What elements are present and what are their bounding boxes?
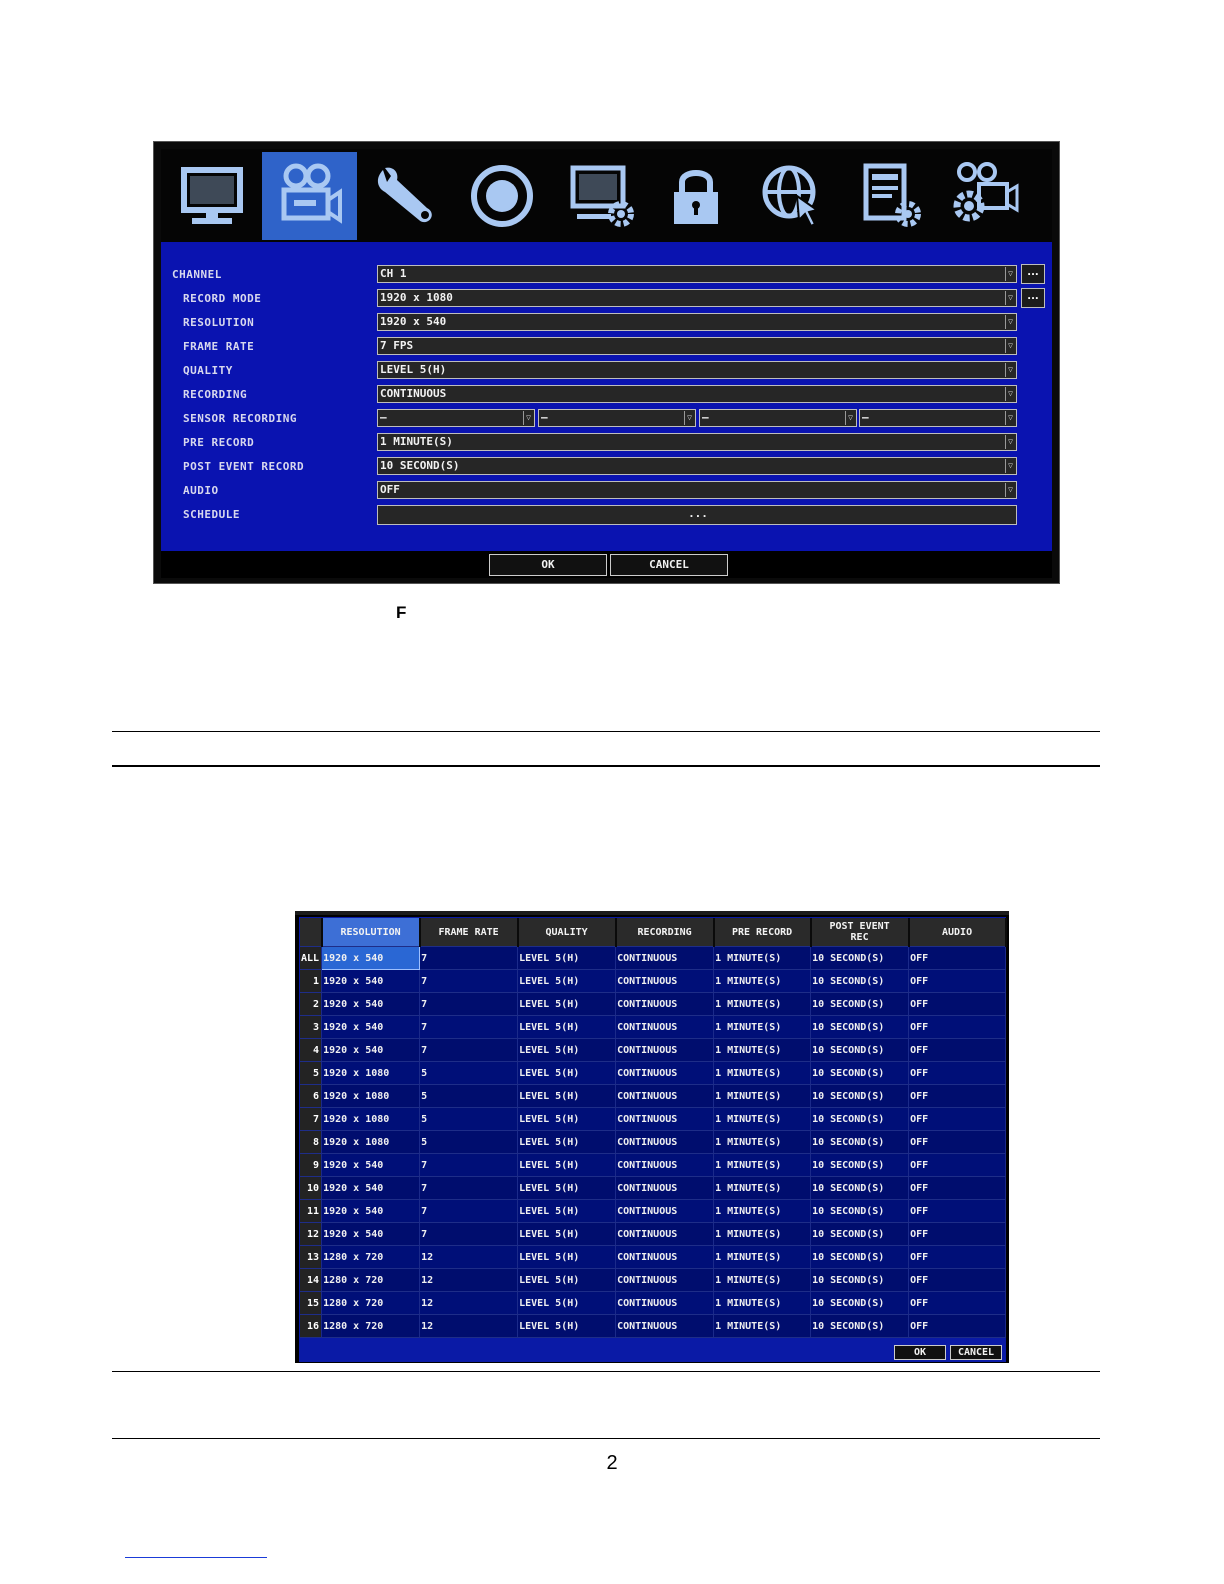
cell-frame-rate[interactable]: 12 <box>420 1292 518 1315</box>
chevron-down-icon: ▽ <box>1005 411 1015 425</box>
cell-recording[interactable]: CONTINUOUS <box>616 1016 714 1039</box>
cell-quality[interactable]: LEVEL 5(H) <box>518 1039 616 1062</box>
cell-post-event-rec[interactable]: 10 SECOND(S) <box>811 970 909 993</box>
cell-pre-record[interactable]: 1 MINUTE(S) <box>714 1154 811 1177</box>
channel-number-cell[interactable]: 2 <box>300 993 322 1016</box>
recording-select[interactable]: CONTINUOUS ▽ <box>377 385 1017 403</box>
settings-panel <box>161 242 1052 551</box>
table-row[interactable] <box>300 1131 1006 1154</box>
channel-number-cell[interactable]: 1 <box>300 970 322 993</box>
cell-post-event-rec[interactable]: 10 SECOND(S) <box>811 993 909 1016</box>
chevron-down-icon: ▽ <box>1005 315 1015 329</box>
table-row[interactable] <box>300 1016 1006 1039</box>
table-row[interactable] <box>300 1108 1006 1131</box>
table-row[interactable] <box>300 1200 1006 1223</box>
resolution-row <box>161 313 1052 333</box>
cell-frame-rate[interactable]: 7 <box>420 1154 518 1177</box>
column-header-recording[interactable]: RECORDING <box>616 918 714 947</box>
post-event-record-row <box>161 457 1052 477</box>
channel-number-cell[interactable]: 9 <box>300 1154 322 1177</box>
cell-pre-record[interactable]: 1 MINUTE(S) <box>714 1016 811 1039</box>
cell-resolution[interactable]: 1920 x 1080 <box>322 1085 420 1108</box>
cell-resolution[interactable]: 1920 x 540 <box>322 993 420 1016</box>
cell-pre-record[interactable]: 1 MINUTE(S) <box>714 1200 811 1223</box>
cell-post-event-rec[interactable]: 10 SECOND(S) <box>811 1039 909 1062</box>
dialog-top-border <box>295 911 1009 915</box>
cell-post-event-rec[interactable]: 10 SECOND(S) <box>811 1131 909 1154</box>
table-row[interactable] <box>300 1177 1006 1200</box>
channel-number-cell[interactable]: 13 <box>300 1246 322 1269</box>
audio-label: AUDIO <box>183 484 219 497</box>
cell-quality[interactable]: LEVEL 5(H) <box>518 1085 616 1108</box>
cell-pre-record[interactable]: 1 MINUTE(S) <box>714 1223 811 1246</box>
cell-pre-record[interactable]: 1 MINUTE(S) <box>714 1085 811 1108</box>
cell-audio[interactable]: OFF <box>909 1200 1006 1223</box>
channel-more-button[interactable]: ... <box>1021 264 1045 284</box>
table-header-row <box>300 918 1006 947</box>
channel-select[interactable]: CH 1 ▽ <box>377 265 1017 283</box>
cell-frame-rate[interactable]: 12 <box>420 1269 518 1292</box>
ok-button[interactable]: OK <box>489 554 607 576</box>
channel-number-cell[interactable]: 16 <box>300 1315 322 1338</box>
lock-icon[interactable] <box>648 152 743 240</box>
cell-post-event-rec[interactable]: 10 SECOND(S) <box>811 1062 909 1085</box>
resolution-select[interactable]: 1920 x 540 ▽ <box>377 313 1017 331</box>
cell-quality[interactable]: LEVEL 5(H) <box>518 1223 616 1246</box>
pre-record-label: PRE RECORD <box>183 436 255 449</box>
record-mode-select[interactable]: 1920 x 1080 ▽ <box>377 289 1017 307</box>
cell-audio[interactable]: OFF <box>909 1246 1006 1269</box>
cell-resolution[interactable]: 1280 x 720 <box>322 1315 420 1338</box>
cell-pre-record[interactable]: 1 MINUTE(S) <box>714 947 811 970</box>
cell-resolution[interactable]: 1920 x 540 <box>322 947 420 970</box>
table-body <box>300 947 1006 1338</box>
schedule-button[interactable]: ... <box>377 505 1017 525</box>
cell-audio[interactable]: OFF <box>909 1062 1006 1085</box>
figure-caption: F <box>396 603 407 622</box>
cell-recording[interactable]: CONTINUOUS <box>616 1223 714 1246</box>
sensor-recording-select-1[interactable]: – ▽ <box>377 409 535 427</box>
chevron-down-icon: ▽ <box>684 411 694 425</box>
cancel-button[interactable]: CANCEL <box>610 554 728 576</box>
frame-rate-label: FRAME RATE <box>183 340 255 353</box>
channel-number-cell[interactable]: 8 <box>300 1131 322 1154</box>
column-header-frame-rate[interactable]: FRAME RATE <box>420 918 518 947</box>
section-divider-bottom <box>112 1371 1100 1372</box>
post-event-record-label: POST EVENT RECORD <box>183 460 305 473</box>
cell-frame-rate[interactable]: 7 <box>420 970 518 993</box>
cell-pre-record[interactable]: 1 MINUTE(S) <box>714 1108 811 1131</box>
table-row[interactable] <box>300 1223 1006 1246</box>
chevron-down-icon: ▽ <box>1005 387 1015 401</box>
column-header-audio[interactable]: AUDIO <box>909 918 1006 947</box>
quality-label: QUALITY <box>183 364 233 377</box>
cell-frame-rate[interactable]: 7 <box>420 1200 518 1223</box>
cell-frame-rate[interactable]: 5 <box>420 1108 518 1131</box>
dialog-button-bar <box>161 551 1052 578</box>
cell-quality[interactable]: LEVEL 5(H) <box>518 1108 616 1131</box>
channel-number-cell[interactable]: 6 <box>300 1085 322 1108</box>
cell-audio[interactable]: OFF <box>909 1131 1006 1154</box>
cell-post-event-rec[interactable]: 10 SECOND(S) <box>811 1177 909 1200</box>
cell-resolution[interactable]: 1920 x 1080 <box>322 1108 420 1131</box>
cell-audio[interactable]: OFF <box>909 970 1006 993</box>
channel-number-cell[interactable]: ALL <box>300 947 322 970</box>
cell-frame-rate[interactable]: 7 <box>420 1223 518 1246</box>
table-row[interactable] <box>300 1154 1006 1177</box>
cell-resolution[interactable]: 1920 x 540 <box>322 1154 420 1177</box>
record-mode-more-button[interactable]: ... <box>1021 288 1045 308</box>
record-table-dialog <box>295 911 1009 1363</box>
cell-audio[interactable]: OFF <box>909 1154 1006 1177</box>
cell-pre-record[interactable]: 1 MINUTE(S) <box>714 1269 811 1292</box>
audio-select[interactable]: OFF ▽ <box>377 481 1017 499</box>
cell-audio[interactable]: OFF <box>909 1039 1006 1062</box>
dialog-body <box>161 149 1052 576</box>
cell-recording[interactable]: CONTINUOUS <box>616 1269 714 1292</box>
cell-audio[interactable]: OFF <box>909 1269 1006 1292</box>
chevron-down-icon: ▽ <box>1005 291 1015 305</box>
cell-quality[interactable]: LEVEL 5(H) <box>518 1177 616 1200</box>
sensor-recording-select-2[interactable]: – ▽ <box>538 409 696 427</box>
cell-frame-rate[interactable]: 7 <box>420 1016 518 1039</box>
audio-row <box>161 481 1052 501</box>
cell-pre-record[interactable]: 1 MINUTE(S) <box>714 1177 811 1200</box>
column-header-quality[interactable]: QUALITY <box>518 918 616 947</box>
frame-rate-select[interactable]: 7 FPS ▽ <box>377 337 1017 355</box>
cell-quality[interactable]: LEVEL 5(H) <box>518 1315 616 1338</box>
table-row[interactable] <box>300 1062 1006 1085</box>
cell-quality[interactable]: LEVEL 5(H) <box>518 1154 616 1177</box>
chevron-down-icon: ▽ <box>1005 435 1015 449</box>
channel-number-cell[interactable]: 12 <box>300 1223 322 1246</box>
cell-pre-record[interactable]: 1 MINUTE(S) <box>714 1246 811 1269</box>
camera-icon[interactable] <box>262 152 357 240</box>
channel-number-cell[interactable]: 15 <box>300 1292 322 1315</box>
cell-recording[interactable]: CONTINUOUS <box>616 1039 714 1062</box>
cell-post-event-rec[interactable]: 10 SECOND(S) <box>811 1200 909 1223</box>
cell-post-event-rec[interactable]: 10 SECOND(S) <box>811 947 909 970</box>
channel-number-cell[interactable]: 11 <box>300 1200 322 1223</box>
recording-label: RECORDING <box>183 388 248 401</box>
chevron-down-icon: ▽ <box>845 411 855 425</box>
table-row[interactable] <box>300 970 1006 993</box>
document-settings-icon[interactable] <box>844 152 939 240</box>
cell-quality[interactable]: LEVEL 5(H) <box>518 1246 616 1269</box>
pre-record-select[interactable]: 1 MINUTE(S) ▽ <box>377 433 1017 451</box>
quality-select[interactable]: LEVEL 5(H) ▽ <box>377 361 1017 379</box>
cell-post-event-rec[interactable]: 10 SECOND(S) <box>811 1154 909 1177</box>
cell-pre-record[interactable]: 1 MINUTE(S) <box>714 1292 811 1315</box>
table-ok-button[interactable]: OK <box>894 1345 946 1360</box>
cell-recording[interactable]: CONTINUOUS <box>616 1131 714 1154</box>
table-row[interactable] <box>300 993 1006 1016</box>
cell-recording[interactable]: CONTINUOUS <box>616 993 714 1016</box>
record-mode-row <box>161 289 1052 309</box>
frame-rate-row <box>161 337 1052 357</box>
cell-post-event-rec[interactable]: 10 SECOND(S) <box>811 1269 909 1292</box>
channel-row <box>161 265 1052 285</box>
menu-icon-bar <box>161 149 1052 242</box>
display-settings-icon[interactable] <box>555 152 650 240</box>
table-row[interactable] <box>300 1292 1006 1315</box>
cell-resolution[interactable]: 1920 x 1080 <box>322 1062 420 1085</box>
cell-audio[interactable]: OFF <box>909 993 1006 1016</box>
cell-recording[interactable]: CONTINUOUS <box>616 970 714 993</box>
cell-frame-rate[interactable]: 7 <box>420 947 518 970</box>
sensor-recording-label: SENSOR RECORDING <box>183 412 297 425</box>
cell-frame-rate[interactable]: 7 <box>420 993 518 1016</box>
cell-quality[interactable]: LEVEL 5(H) <box>518 1292 616 1315</box>
cell-quality[interactable]: LEVEL 5(H) <box>518 970 616 993</box>
cell-resolution[interactable]: 1280 x 720 <box>322 1269 420 1292</box>
cell-audio[interactable]: OFF <box>909 947 1006 970</box>
cell-post-event-rec[interactable]: 10 SECOND(S) <box>811 1223 909 1246</box>
quality-row <box>161 361 1052 381</box>
recording-row <box>161 385 1052 405</box>
cell-recording[interactable]: CONTINUOUS <box>616 1246 714 1269</box>
channel-number-cell[interactable]: 4 <box>300 1039 322 1062</box>
cell-resolution[interactable]: 1920 x 540 <box>322 1223 420 1246</box>
channel-number-cell[interactable]: 10 <box>300 1177 322 1200</box>
post-event-record-select[interactable]: 10 SECOND(S) ▽ <box>377 457 1017 475</box>
table-row[interactable] <box>300 1085 1006 1108</box>
cell-frame-rate[interactable]: 7 <box>420 1177 518 1200</box>
cell-resolution[interactable]: 1920 x 540 <box>322 1200 420 1223</box>
table-row[interactable] <box>300 1315 1006 1338</box>
cell-pre-record[interactable]: 1 MINUTE(S) <box>714 1062 811 1085</box>
section-divider <box>112 765 1100 767</box>
cell-post-event-rec[interactable]: 10 SECOND(S) <box>811 1016 909 1039</box>
cell-resolution[interactable]: 1920 x 540 <box>322 970 420 993</box>
sensor-recording-row <box>161 409 1052 429</box>
cell-recording[interactable]: CONTINUOUS <box>616 1315 714 1338</box>
cell-audio[interactable]: OFF <box>909 1292 1006 1315</box>
disc-icon[interactable] <box>454 152 549 240</box>
monitor-icon[interactable] <box>164 152 259 240</box>
chevron-down-icon: ▽ <box>1005 483 1015 497</box>
cell-recording[interactable]: CONTINUOUS <box>616 1177 714 1200</box>
cell-pre-record[interactable]: 1 MINUTE(S) <box>714 970 811 993</box>
cell-audio[interactable]: OFF <box>909 1223 1006 1246</box>
cell-resolution[interactable]: 1920 x 1080 <box>322 1131 420 1154</box>
sensor-recording-select-4[interactable]: – ▽ <box>859 409 1017 427</box>
cell-post-event-rec[interactable]: 10 SECOND(S) <box>811 1085 909 1108</box>
cell-resolution[interactable]: 1920 x 540 <box>322 1039 420 1062</box>
section-divider-top <box>112 731 1100 732</box>
cell-recording[interactable]: CONTINUOUS <box>616 1108 714 1131</box>
cell-audio[interactable]: OFF <box>909 1016 1006 1039</box>
cell-recording[interactable]: CONTINUOUS <box>616 1062 714 1085</box>
pre-record-row <box>161 433 1052 453</box>
camera-settings-icon[interactable] <box>937 152 1032 240</box>
cell-pre-record[interactable]: 1 MINUTE(S) <box>714 1039 811 1062</box>
cell-quality[interactable]: LEVEL 5(H) <box>518 1269 616 1292</box>
cell-quality[interactable]: LEVEL 5(H) <box>518 1200 616 1223</box>
cell-audio[interactable]: OFF <box>909 1108 1006 1131</box>
sensor-recording-select-3[interactable]: – ▽ <box>699 409 857 427</box>
cell-pre-record[interactable]: 1 MINUTE(S) <box>714 1315 811 1338</box>
column-header-resolution[interactable]: RESOLUTION <box>322 918 420 947</box>
cell-quality[interactable]: LEVEL 5(H) <box>518 947 616 970</box>
channel-number-cell[interactable]: 7 <box>300 1108 322 1131</box>
cell-quality[interactable]: LEVEL 5(H) <box>518 993 616 1016</box>
channel-number-cell[interactable]: 3 <box>300 1016 322 1039</box>
column-header-post-event-rec[interactable]: POST EVENT REC <box>811 918 909 947</box>
channel-label: CHANNEL <box>172 268 222 281</box>
cell-post-event-rec[interactable]: 10 SECOND(S) <box>811 1108 909 1131</box>
channel-number-cell[interactable]: 5 <box>300 1062 322 1085</box>
table-row[interactable] <box>300 1246 1006 1269</box>
chevron-down-icon: ▽ <box>1005 339 1015 353</box>
footer-link-underline <box>125 1557 267 1558</box>
cell-quality[interactable]: LEVEL 5(H) <box>518 1062 616 1085</box>
chevron-down-icon: ▽ <box>1005 267 1015 281</box>
table-row[interactable] <box>300 947 1006 970</box>
cell-post-event-rec[interactable]: 10 SECOND(S) <box>811 1246 909 1269</box>
cell-resolution[interactable]: 1280 x 720 <box>322 1246 420 1269</box>
schedule-label: SCHEDULE <box>183 508 240 521</box>
cell-resolution[interactable]: 1920 x 540 <box>322 1177 420 1200</box>
cell-resolution[interactable]: 1920 x 540 <box>322 1016 420 1039</box>
cell-pre-record[interactable]: 1 MINUTE(S) <box>714 993 811 1016</box>
cell-recording[interactable]: CONTINUOUS <box>616 1085 714 1108</box>
record-mode-label: RECORD MODE <box>183 292 262 305</box>
cell-audio[interactable]: OFF <box>909 1315 1006 1338</box>
wrench-icon[interactable] <box>357 152 452 240</box>
record-settings-dialog <box>153 141 1060 584</box>
cell-recording[interactable]: CONTINUOUS <box>616 1200 714 1223</box>
chevron-down-icon: ▽ <box>1005 459 1015 473</box>
network-icon[interactable] <box>745 152 840 240</box>
column-header-pre-record[interactable]: PRE RECORD <box>714 918 811 947</box>
cell-recording[interactable]: CONTINUOUS <box>616 1154 714 1177</box>
channel-number-cell[interactable]: 14 <box>300 1269 322 1292</box>
cell-quality[interactable]: LEVEL 5(H) <box>518 1016 616 1039</box>
cell-post-event-rec[interactable]: 10 SECOND(S) <box>811 1315 909 1338</box>
cell-frame-rate[interactable]: 5 <box>420 1062 518 1085</box>
cell-recording[interactable]: CONTINUOUS <box>616 1292 714 1315</box>
table-cancel-button[interactable]: CANCEL <box>950 1345 1002 1360</box>
cell-frame-rate[interactable]: 5 <box>420 1085 518 1108</box>
cell-quality[interactable]: LEVEL 5(H) <box>518 1131 616 1154</box>
page-number: 2 <box>606 1452 618 1474</box>
cell-pre-record[interactable]: 1 MINUTE(S) <box>714 1131 811 1154</box>
footer-divider <box>112 1438 1100 1439</box>
cell-audio[interactable]: OFF <box>909 1177 1006 1200</box>
chevron-down-icon: ▽ <box>1005 363 1015 377</box>
cell-post-event-rec[interactable]: 10 SECOND(S) <box>811 1292 909 1315</box>
cell-recording[interactable]: CONTINUOUS <box>616 947 714 970</box>
schedule-row <box>161 505 1052 525</box>
cell-frame-rate[interactable]: 7 <box>420 1039 518 1062</box>
cell-resolution[interactable]: 1280 x 720 <box>322 1292 420 1315</box>
record-settings-table <box>300 918 1007 1338</box>
cell-frame-rate[interactable]: 12 <box>420 1246 518 1269</box>
cell-audio[interactable]: OFF <box>909 1085 1006 1108</box>
table-corner-cell <box>300 918 322 947</box>
cell-frame-rate[interactable]: 5 <box>420 1131 518 1154</box>
chevron-down-icon: ▽ <box>523 411 533 425</box>
table-row[interactable] <box>300 1039 1006 1062</box>
table-row[interactable] <box>300 1269 1006 1292</box>
resolution-label: RESOLUTION <box>183 316 255 329</box>
cell-frame-rate[interactable]: 12 <box>420 1315 518 1338</box>
